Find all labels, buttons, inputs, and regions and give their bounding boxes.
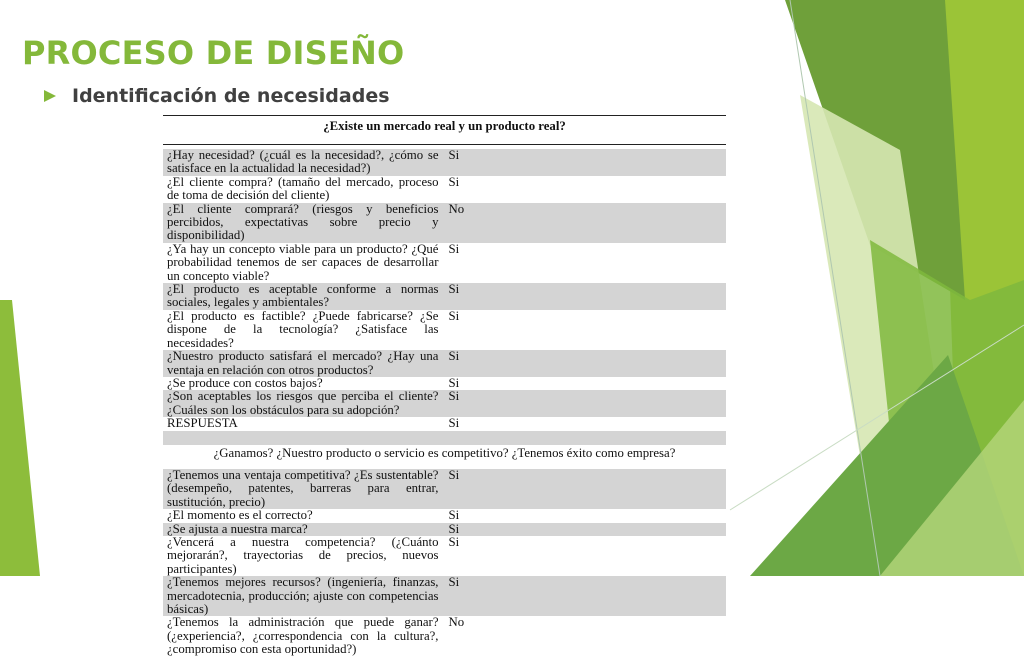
answer-cell: Si [448, 534, 460, 549]
question-cell: ¿El cliente comprará? (riesgos y beneficios percibidos, expectativas sobre precio y disponibilidad) [163, 203, 445, 243]
question-cell: ¿Son aceptables los riesgos que perciba el cliente? ¿Cuáles son los obstáculos para su adopción? [163, 390, 445, 417]
section-heading-row [163, 445, 726, 469]
answer-cell: Si [448, 308, 460, 323]
bullet-item [44, 84, 390, 108]
answer-cell: No [445, 203, 727, 243]
table-row [163, 149, 726, 176]
question-cell: ¿Se produce con costos bajos? [167, 375, 323, 390]
table-row [163, 576, 726, 616]
answer-cell: Si [448, 375, 460, 390]
answer-cell: Si [445, 283, 727, 310]
question-cell: ¿Vencerá a nuestra competencia? (¿Cuánto mejorarán?, trayectorias de precios, nuevos participantes) [167, 534, 439, 576]
table-row [163, 509, 726, 522]
question-cell: ¿Hay necesidad? (¿cuál es la necesidad?, ¿cómo se satisface en la actualidad la necesidad?) [163, 149, 445, 176]
questionnaire-table [163, 145, 726, 657]
question-cell: ¿Se ajusta a nuestra marca? [163, 523, 445, 536]
table-row [163, 616, 726, 656]
table-row [163, 523, 726, 536]
answer-cell: Si [445, 390, 727, 417]
answer-cell: Si [448, 508, 460, 523]
answer-cell: Si [445, 576, 727, 616]
answer-cell: Si [448, 174, 460, 189]
deco-shape-left-edge [0, 300, 40, 576]
table-row [163, 536, 726, 576]
answer-cell: No [448, 615, 465, 630]
respuesta-label: RESPUESTA [167, 416, 238, 431]
table-row [163, 377, 726, 390]
table-row [163, 350, 726, 377]
table-row [163, 243, 726, 283]
question-cell: ¿Nuestro producto satisfará el mercado? ¿Hay una ventaja en relación con otros productos? [163, 350, 445, 377]
question-cell: ¿El momento es el correcto? [167, 508, 313, 523]
question-cell: ¿Tenemos mejores recursos? (ingeniería, finanzas, mercadotecnia, producción; ajuste con competencias básicas) [163, 576, 445, 616]
question-cell: ¿El cliente compra? (tamaño del mercado, proceso de toma de decisión del cliente) [167, 174, 439, 203]
answer-cell: Si [445, 149, 727, 176]
questionnaire-heading: ¿Existe un mercado real y un producto real? [163, 115, 726, 145]
answer-cell: Si [445, 523, 727, 536]
section-heading: ¿Ganamos? ¿Nuestro producto o servicio es competitivo? ¿Tenemos éxito como empresa? [213, 445, 676, 460]
respuesta-row [163, 417, 726, 430]
triangle-bullet-icon [44, 90, 56, 102]
question-cell: ¿Tenemos una ventaja competitiva? ¿Es sustentable? (desempeño, patentes, barreras para entrar, sustitución, precio) [163, 469, 445, 509]
question-cell: ¿El producto es factible? ¿Puede fabricarse? ¿Se dispone de la tecnología? ¿Satisface las necesidades? [167, 308, 439, 350]
answer-cell: Si [448, 241, 460, 256]
table-row [163, 310, 726, 350]
answer-cell: Si [445, 350, 727, 377]
table-row [163, 283, 726, 310]
table-row [163, 176, 726, 203]
table-row [163, 469, 726, 509]
question-cell: ¿El producto es aceptable conforme a normas sociales, legales y ambientales? [163, 283, 445, 310]
questionnaire-image [163, 115, 726, 657]
spacer-row [163, 431, 726, 445]
bullet-text: Identificación de necesidades [72, 85, 390, 107]
question-cell: ¿Ya hay un concepto viable para un producto? ¿Qué probabilidad tenemos de ser capaces de desarrollar un concepto viable? [167, 241, 439, 283]
question-cell: ¿Tenemos la administración que puede ganar? (¿experiencia?, ¿correspondencia con la cultura?, ¿compromiso con esta oportunidad?) [167, 615, 439, 657]
table-row [163, 203, 726, 243]
slide-title: PROCESO DE DISEÑO [22, 34, 405, 72]
answer-cell: Si [445, 469, 727, 509]
respuesta-answer: Si [448, 416, 460, 431]
table-row [163, 390, 726, 417]
